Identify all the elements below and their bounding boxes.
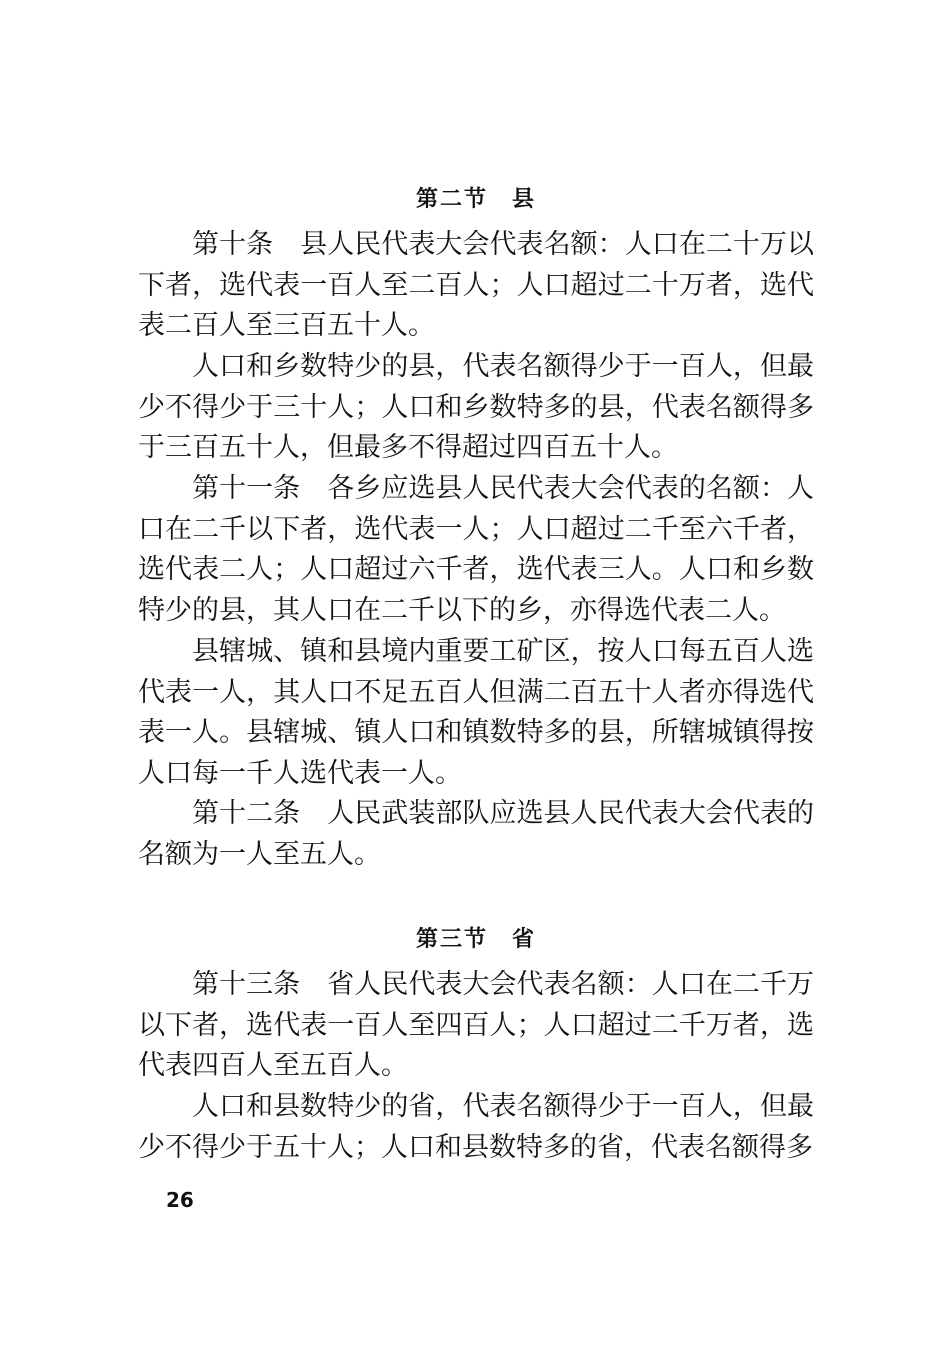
paragraph-county-exception: 人口和乡数特少的县，代表名额得少于一百人，但最少不得少于三十人；人口和乡数特多的县，代表名额得多于三百五十人，但最多不得超过四百五十人。 xyxy=(138,351,814,463)
paragraph-article-13: 第十三条 省人民代表大会代表名额：人口在二千万以下者，选代表一百人至四百人；人口超过二千万者，选代表四百人至五百人。 xyxy=(138,969,814,1081)
paragraph-article-11: 第十一条 各乡应选县人民代表大会代表的名额：人口在二千以下者，选代表一人；人口超过二千至六千者，选代表二人；人口超过六千者，选代表三人。人口和乡数特少的县，其人口在二千以下的乡，亦得选代表二人。 xyxy=(138,473,814,626)
section-heading-county: 第二节 县 xyxy=(415,187,536,212)
paragraph-article-12: 第十二条 人民武装部队应选县人民代表大会代表的名额为一人至五人。 xyxy=(138,798,814,870)
paragraph-article-10: 第十条 县人民代表大会代表名额：人口在二十万以下者，选代表一百人至二百人；人口超过二十万者，选代表二百人至三百五十人。 xyxy=(138,229,814,341)
page-number: 26 xyxy=(166,1188,194,1212)
paragraph-province-exception: 人口和县数特少的省，代表名额得少于一百人，但最少不得少于五十人；人口和县数特多的省，代表名额得多 xyxy=(138,1091,814,1163)
paragraph-towns-mining: 县辖城、镇和县境内重要工矿区，按人口每五百人选代表一人，其人口不足五百人但满二百五十人者亦得选代表一人。县辖城、镇人口和镇数特多的县，所辖城镇得按人口每一千人选代表一人。 xyxy=(138,636,814,789)
section-heading-province: 第三节 省 xyxy=(415,927,536,952)
